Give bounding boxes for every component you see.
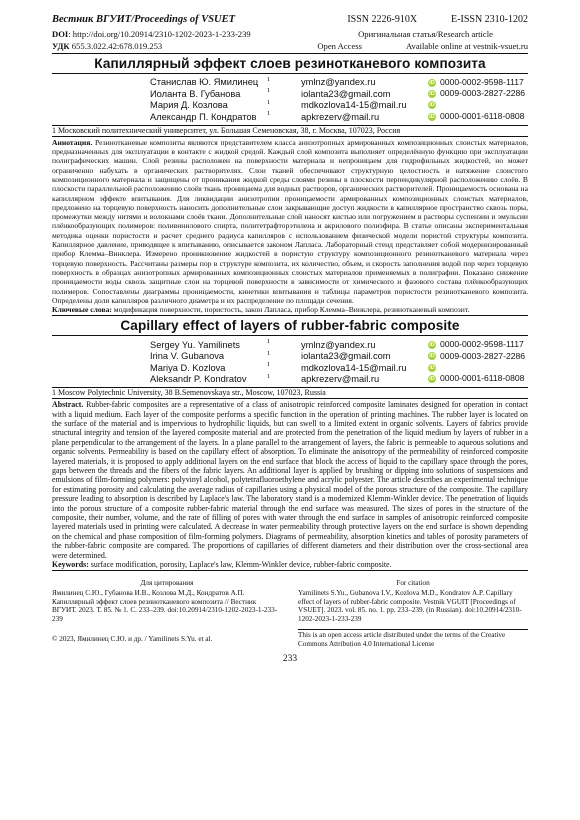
author-name: Мария Д. Козлова	[150, 100, 228, 111]
author-row	[150, 374, 528, 385]
author-affiliation-mark: 1	[267, 110, 271, 118]
author-orcid[interactable]	[428, 112, 524, 122]
author-row	[150, 100, 528, 111]
author-orcid[interactable]	[428, 89, 525, 99]
author-affiliation-mark: 1	[267, 338, 271, 346]
orcid-id[interactable]: 0000-0002-9598-1117	[440, 339, 524, 350]
author-orcid[interactable]	[428, 364, 436, 372]
author-name: Иоланта В. Губанова	[150, 88, 241, 99]
orcid-id[interactable]: 0000-0001-6118-0808	[440, 110, 525, 121]
orcid-icon[interactable]: iD	[429, 79, 435, 86]
authors-en	[150, 339, 528, 385]
author-row	[150, 362, 528, 373]
doi-label: DOI	[52, 29, 69, 39]
title-ru: Капиллярный эффект слоев резинотканевого композита	[52, 56, 528, 74]
author-affiliation-mark: 1	[267, 87, 271, 95]
author-name: Станислав Ю. Ямилинец	[150, 77, 259, 88]
abstract-text: Rubber-fabric composites are a representative of a class of anisotropic reinforced composite laminates designed for operation in contact with a liquid medium. Each layer of the composite performs a specific function in the operation of printing machines. The rubber layer is located on the surface of the material and is impervious to hydrophilic liquids, but can swell to a limited extent in organic solvents. Layers of fabrics provide structural integrity and tension of the layered composite material and are protected from the penetration of the liquid medium by layers of rubber in a plane perpendicular to the arrangement of the layers. In a plane parallel to the arrangement of layers, the fabric is permeable to aqueous solutions and organic solvents. Permeability is based on the capillary effect of absorption. To eliminate the anisotropy of the permeability of reinforced composite layered materials, it is proposed to apply additional layers on the end surface that block the access of liquid to the capillary space through the pores, gaps between the threads and the fibers of the fabric layers. An additional layer is applied by brushing or dipping into solutions of suspensions and emulsions of film-forming polymers: polyvinyl alcohol, polytetrafluoroethylene and acrylic polyester. The article describes an experimental technique for estimating porosity and calculating the average radius of capillaries using a physical model of the porous structure of the composite. The capillary pressure leading to absorption is described by Laplace's law. The laboratory stand is a modernized Klemm-Winkler device. The penetration of liquids into the porous structure of a composite rubber-fabric material through the end surface was measured. The sizes of pores in the structure of the composite, their number, volume, and the rate of filling of pores with water through the end surface in samples of anisotropic reinforced composite layered materials used in printing were calculated. A decrease in water permeability through protective layers on the end surface is shown depending on the chemical and phase composition of film-forming polymers. Diagrams of permeability, absorption kinetics and tables of porosity parameters of the rubber-fabric composite are compared. The proportions of capillaries of different diameters and their distribution over the cross-sectional area were determined.	[52, 400, 528, 560]
open-access: Open Access	[317, 41, 362, 51]
orcid-id[interactable]: 0000-0001-6118-0808	[440, 373, 525, 384]
udc-row	[52, 42, 528, 54]
issn: ISSN 2226-910X	[347, 14, 418, 25]
udc-label: УДК	[52, 41, 70, 51]
doi	[52, 30, 251, 40]
author-row	[150, 77, 528, 88]
author-row	[150, 88, 528, 99]
available-online[interactable]: Available online at vestnik-vsuet.ru	[405, 41, 528, 51]
citation-ru	[52, 579, 282, 623]
keywords-en	[52, 560, 528, 571]
page-number: 233	[282, 653, 298, 664]
author-row	[150, 351, 528, 362]
author-affiliation-mark: 1	[267, 349, 271, 357]
keywords-label: Keywords:	[52, 560, 89, 570]
author-orcid[interactable]	[428, 374, 524, 384]
orcid-id[interactable]: 0000-0002-9598-1117	[440, 76, 524, 87]
abstract-ru	[52, 138, 528, 305]
citation-block	[52, 579, 528, 623]
eissn: E-ISSN 2310-1202	[451, 14, 528, 25]
author-affiliation-mark: 1	[267, 75, 271, 83]
author-name: Александр П. Кондратов	[150, 111, 257, 122]
orcid-icon[interactable]: iD	[429, 102, 435, 109]
author-email[interactable]: ymlnz@yandex.ru	[301, 339, 376, 350]
author-affiliation-mark: 1	[267, 98, 271, 106]
author-email[interactable]: iolanta23@gmail.com	[301, 88, 391, 99]
author-affiliation-mark: 1	[267, 372, 271, 380]
author-orcid[interactable]	[428, 101, 436, 109]
affiliation-ru: 1 Московский политехнический университет, ул. Большая Семеновская, 38, г. Москва, 107023, Россия	[52, 125, 528, 137]
citation-text: Ямилинец С.Ю., Губанова И.В., Козлова М.Д., Кондратов А.П. Капиллярный эффект слоев резинотканевого композита // Вестник ВГУИТ. 2023. Т. 85. № 1. С. 233–239. doi:10.20914/2310-1202-2023-1-233-239	[52, 589, 278, 623]
article-type: Оригинальная статья/Research article	[358, 29, 493, 39]
udc-code: 655.3.022.42:678.019.253	[69, 41, 163, 51]
author-orcid[interactable]	[428, 352, 525, 362]
keywords-ru	[52, 305, 528, 316]
copyright: © 2023, Ямилинец С.Ю. и др. / Yamilinets S.Yu. et al.	[52, 635, 213, 644]
title-en: Capillary effect of layers of rubber-fabric composite	[52, 318, 528, 336]
orcid-id[interactable]: 0009-0003-2827-2286	[440, 88, 526, 99]
journal-header	[52, 14, 528, 30]
orcid-icon[interactable]: iD	[429, 113, 435, 120]
authors-ru	[150, 77, 528, 123]
author-orcid[interactable]	[428, 78, 524, 88]
orcid-icon[interactable]: iD	[429, 376, 435, 383]
orcid-icon[interactable]: iD	[429, 91, 435, 98]
author-email[interactable]: iolanta23@gmail.com	[301, 351, 391, 362]
author-email[interactable]: mdkozlova14-15@mail.ru	[301, 100, 407, 111]
keywords-text: модификация поверхности, пористость, закон Лапласа, прибор Клемма–Винклера, резинотканевый композит.	[111, 305, 470, 315]
license-note: This is an open access article distributed under the terms of the Creative Commons Attribution 4.0 International License	[298, 629, 528, 648]
author-row	[150, 339, 528, 350]
doi-link[interactable]: : http://doi.org/10.20914/2310-1202-2023-1-233-239	[68, 29, 251, 39]
udc	[52, 42, 162, 52]
author-orcid[interactable]	[428, 340, 524, 350]
citation-text: Yamilinets S.Yu., Gubanova I.V., Kozlova M.D., Kondratov A.P. Capillary effect of layers of rubber-fabric composite. Vestnik VGUIT [Proceedings of VSUET]. 2023. vol. 85. no. 1. pp. 233–239. (in Russian). doi:10.20914/2310-1202-2023-1-233-239	[298, 589, 522, 623]
author-name: Irina V. Gubanova	[150, 351, 225, 362]
author-name: Sergey Yu. Yamilinets	[150, 339, 240, 350]
abstract-en	[52, 400, 528, 560]
author-affiliation-mark: 1	[267, 361, 271, 369]
author-email[interactable]: apkrezerv@mail.ru	[301, 111, 380, 122]
author-email[interactable]: apkrezerv@mail.ru	[301, 373, 380, 384]
orcid-icon[interactable]: iD	[429, 353, 435, 360]
orcid-id[interactable]: 0009-0003-2827-2286	[440, 350, 526, 361]
abstract-label: Аннотация.	[52, 137, 93, 147]
abstract-text: Резинотканевые композиты являются представителем класса анизотропных армированных композиционных слоистых материалов, предназначенных для эксплуатации в контакте с жидкой средой. Каждый слой композита выполняет определённую функцию при эксплуатации полиграфических машин. Слой резины расположен на поверхности материала и непроницаем для гидрофильных жидкостей, но может ограниченно набухать в органических растворителях. Слои тканей обеспечивают структурную целостность и натяжение слоистого композиционного материала и защищены от проникания жидкой среды слоями резины в плоскости перпендикулярной расположению слоёв. В плоскости параллельной расположению слоёв ткань проницаема для водных растворов, органических растворителей. Проницаемость основана на капиллярном эффекте впитывания. Для ликвидации анизотропии проницаемости армированных композиционных слоистых материалов, предложено на торцевую поверхность наносить дополнительные слои закрывающие доступ жидкости в капиллярное пространство сквозь поры, промежутки между нитями и волокнами слоёв ткани. Дополнительные слой наносят кистью или погружением в растворы суспензии и эмульсии плёнкообразующих полимеров: поливинилового спирта, политетрафторэтилена и акрилового полиэфира. В статье описаны экспериментальная методика оценки пористости и расчет среднего радиуса капилляров с использованием физической модели пористой структуры композита. Капиллярное давление, приводящее к впитыванию, описывается законом Лапласа. Лабораторный стенд представляет собой модернизированный прибор Клемма–Винклера. Измерено проникновение жидкостей в пористую структуру композиционного резинотканевого материала через торцевую поверхность. Рассчитаны размеры пор в структуре композита, их количество, объем, и скорость заполнения водой пор через торцевую поверхность в образцах анизотропных армированных композиционных слоистых материалов применяемых в полиграфии. Показано снижение проницаемости воды сквозь защитные слои на торцевой поверхности в зависимости от химического и фазового состава плёнкообразующих полимеров. Сопоставлены диаграммы проницаемости, кинетики впитывания и таблицы параметров пористости резинотканевого композита. Определены доли капилляров различного диаметра и их распределение по площади сечения.	[52, 137, 528, 305]
author-email[interactable]: ymlnz@yandex.ru	[301, 77, 376, 88]
citation-heading: For citation	[396, 579, 430, 588]
author-email[interactable]: mdkozlova14-15@mail.ru	[301, 362, 407, 373]
author-name: Mariya D. Kozlova	[150, 362, 226, 373]
author-name: Aleksandr P. Kondratov	[150, 373, 247, 384]
author-row	[150, 111, 528, 122]
abstract-label: Abstract.	[52, 400, 84, 410]
citation-heading: Для цитирования	[140, 579, 194, 588]
keywords-label: Ключевые слова:	[52, 305, 112, 315]
affiliation-en: 1 Moscow Polytechnic University, 38 B.Semenovskaya str., Moscow, 107023, Russia	[52, 387, 528, 399]
journal-name: Вестник ВГУИТ/Proceedings of VSUET	[52, 14, 236, 25]
footer	[52, 629, 528, 648]
keywords-text: surface modification, porosity, Laplace's law, Klemm-Winkler device, rubber-fabric composite.	[88, 560, 392, 570]
orcid-icon[interactable]: iD	[429, 364, 435, 371]
orcid-icon[interactable]: iD	[429, 342, 435, 349]
citation-en	[298, 579, 528, 623]
